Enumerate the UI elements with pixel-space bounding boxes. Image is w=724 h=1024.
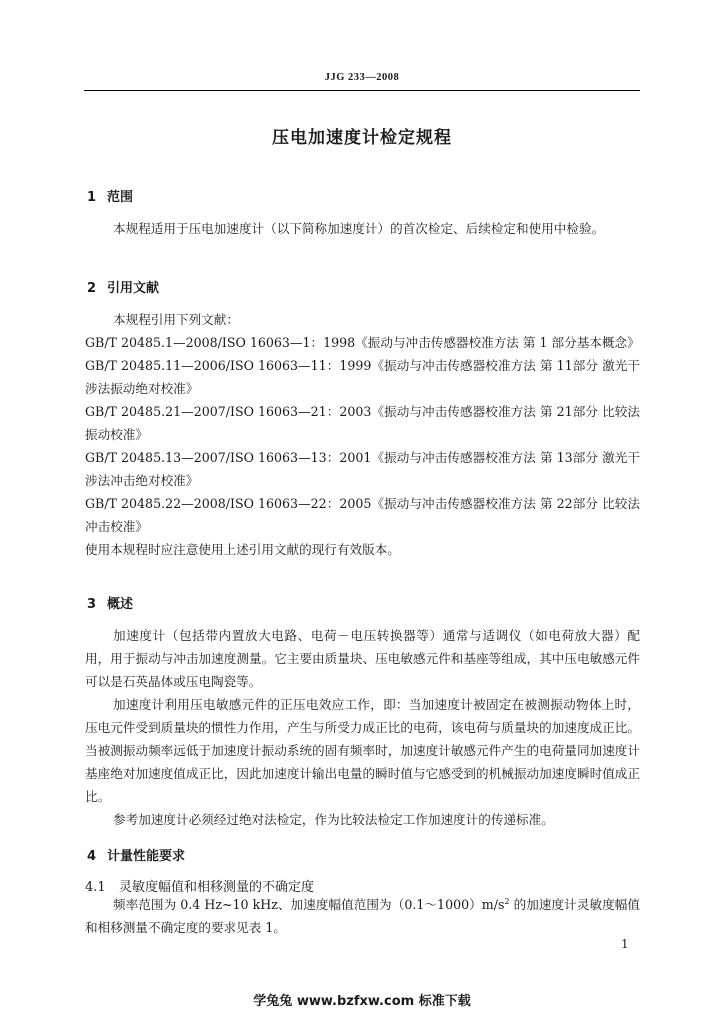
section-2-heading — [87, 277, 159, 296]
section-title: 范围 — [107, 190, 134, 205]
page-number: 1 — [621, 937, 629, 951]
section-number: 4 — [87, 849, 97, 864]
section-3-heading — [87, 593, 133, 612]
footer-watermark[interactable]: 学兔兔 www.bzfxw.com 标准下载 — [253, 994, 471, 1009]
reference-item: GB/T 20485.1—2008/ISO 16063—1：1998《振动与冲击传感器校准方法 第 1 部分 — [85, 335, 577, 350]
paragraph: 本规程适用于压电加速度计（以下简称加速度计）的首次检定、后续检定和使用中检验。 — [113, 221, 605, 236]
subsection-title: 灵敏度幅值和相移测量的不确定度 — [119, 880, 315, 895]
reference-item: GB/T 20485.13—2007/ISO 16063—13：2001《振动与冲击传感器校准方法 第 13 — [85, 450, 573, 465]
section-1-heading — [87, 186, 133, 205]
header-rule — [84, 90, 640, 91]
section-4-heading — [87, 845, 185, 864]
document-title: 压电加速度计检定规程 — [272, 128, 452, 148]
section-number: 1 — [87, 190, 97, 205]
running-header: JJG 233—2008 — [324, 72, 400, 83]
reference-item: GB/T 20485.21—2007/ISO 16063—21：2003《振动与冲击传感器校准方法 第 21 — [85, 404, 573, 419]
reference-list: 本规程引用下列文献： GB/T 20485.1—2008/ISO 16063—1：1998《振动与冲击传感器校准方法 第 1 部分基本概念》 GB/T 20485.11—2006/ISO 16063—11：1999《振动与冲击传感器校准方法 第 11部分 激光干涉法振动绝对校准》 GB/T 20485.21—2007/ISO 16063—21：2003《振动与冲击传感器校准方法 第 21部分 比较法振动校准》 GB/T 20485.13—2007/ISO 16063—13：2001《振动与冲击传感器校准方法 第 13部分 激光干涉法冲击绝对校准》 GB/T 20485.22—2008/ISO 16063—22：2005《振动与冲击传感器校准方法 第 22部分 比较法冲击校准》 使用本规程时应注意使用上述引用文献的现行有效版本。 — [85, 312, 640, 557]
subsection-number: 4.1 — [85, 880, 106, 895]
paragraph: 频率范围为 0.4 Hz~10 kHz、加速度幅值范围为$(0.1\sim 1000)m/s^2$ 的加速度计灵敏度幅值和相移测量不确定度的要求见表 1。 — [85, 896, 640, 935]
section-number: 3 — [87, 597, 97, 612]
paragraph: 参考加速度计必须经过绝对法检定，作为比较法检定工作加速度计的传递标准。 — [113, 812, 554, 827]
reference-item: GB/T 20485.22—2008/ISO 16063—22：2005《振动与冲击传感器校准方法 第 22 — [85, 496, 573, 511]
section-title: 计量性能要求 — [107, 849, 186, 864]
section-number: 2 — [87, 281, 97, 296]
paragraph: 加速度计利用压电敏感元件的正压电效应工作，即：当加速度计被固定在被测振动物体上时，压电元件受到质量块的惯性力作用，产生与所受力成正比的电荷，该电荷与质量块的加速度成正比。当被测振动频率远低于加速度计振动系统的固有频率时，加速度计敏感元件产生的电荷量同加速度计基座绝对加速度值成正比，因此加速度计输出电量的瞬时值与它感受到的机械振动加速度瞬时值成正比。 — [85, 697, 641, 804]
section-title: 概述 — [107, 597, 134, 612]
reference-item: GB/T 20485.11—2006/ISO 16063—11：1999《振动与冲击传感器校准方法 第 11 — [85, 358, 573, 373]
reference-intro: 本规程引用下列文献： — [113, 312, 239, 327]
reference-outro: 使用本规程时应注意使用上述引用文献的现行有效版本。 — [85, 542, 400, 557]
section-title: 引用文献 — [107, 281, 160, 296]
paragraph: 加速度计（包括带内置放大电路、电荷－电压转换器等）通常与适调仪（如电荷放大器）配用，用于振动与冲击加速度测量。它主要由质量块、压电敏感元件和基座等组成，其中压电敏感元件可以是石英晶体或压电陶瓷等。 — [85, 628, 641, 689]
